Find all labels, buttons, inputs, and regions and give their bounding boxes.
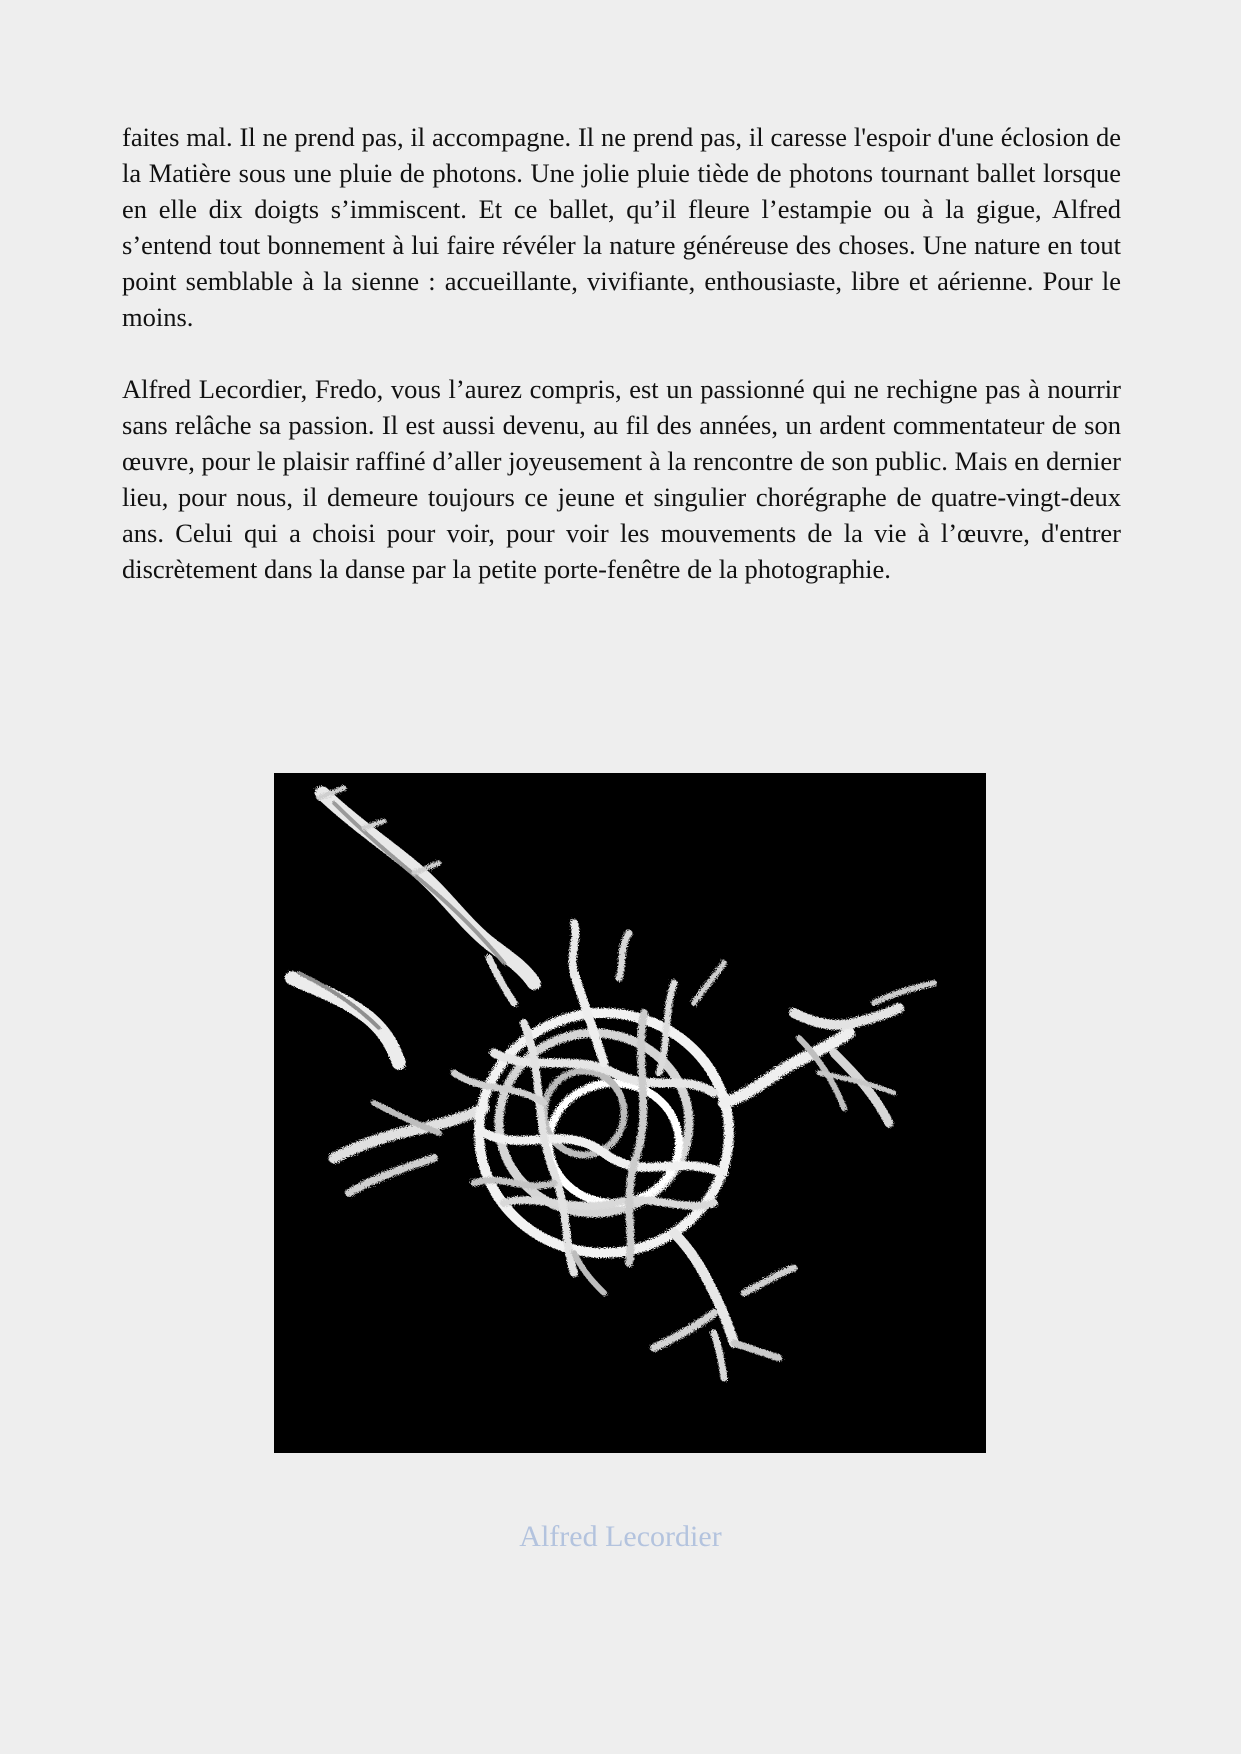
body-paragraph-1: faites mal. Il ne prend pas, il accompagne. Il ne prend pas, il caresse l'espoir d'une éclosion de la Matière sous une pluie de photons. Une jolie pluie tiède de photons tournant ballet lorsque en elle dix doigts s’immiscent. Et ce ballet, qu’il fleure l’estampie ou à la gigue, Alfred s’entend tout bonnement à lui faire révéler la nature généreuse des choses. Une nature en tout point semblable à la sienne : accueillante, vivifiante, enthousiaste, libre et aérienne. Pour le moins.	[122, 122, 1121, 332]
abstract-sculpture-image	[274, 773, 986, 1453]
body-paragraph-2: Alfred Lecordier, Fredo, vous l’aurez compris, est un passionné qui ne rechigne pas à nourrir sans relâche sa passion. Il est aussi devenu, au fil des années, un ardent commentateur de son œuvre, pour le plaisir raffiné d’aller joyeusement à la rencontre de son public. Mais en dernier lieu, pour nous, il demeure toujours ce jeune et singulier chorégraphe de quatre-vingt-deux ans. Celui qui a choisi pour voir, pour voir les mouvements de la vie à l’œuvre, d'entrer discrètement dans la danse par la petite porte-fenêtre de la photographie.	[122, 374, 1121, 584]
artwork-caption: Alfred Lecordier	[519, 1520, 722, 1553]
artwork-photograph	[274, 773, 986, 1453]
